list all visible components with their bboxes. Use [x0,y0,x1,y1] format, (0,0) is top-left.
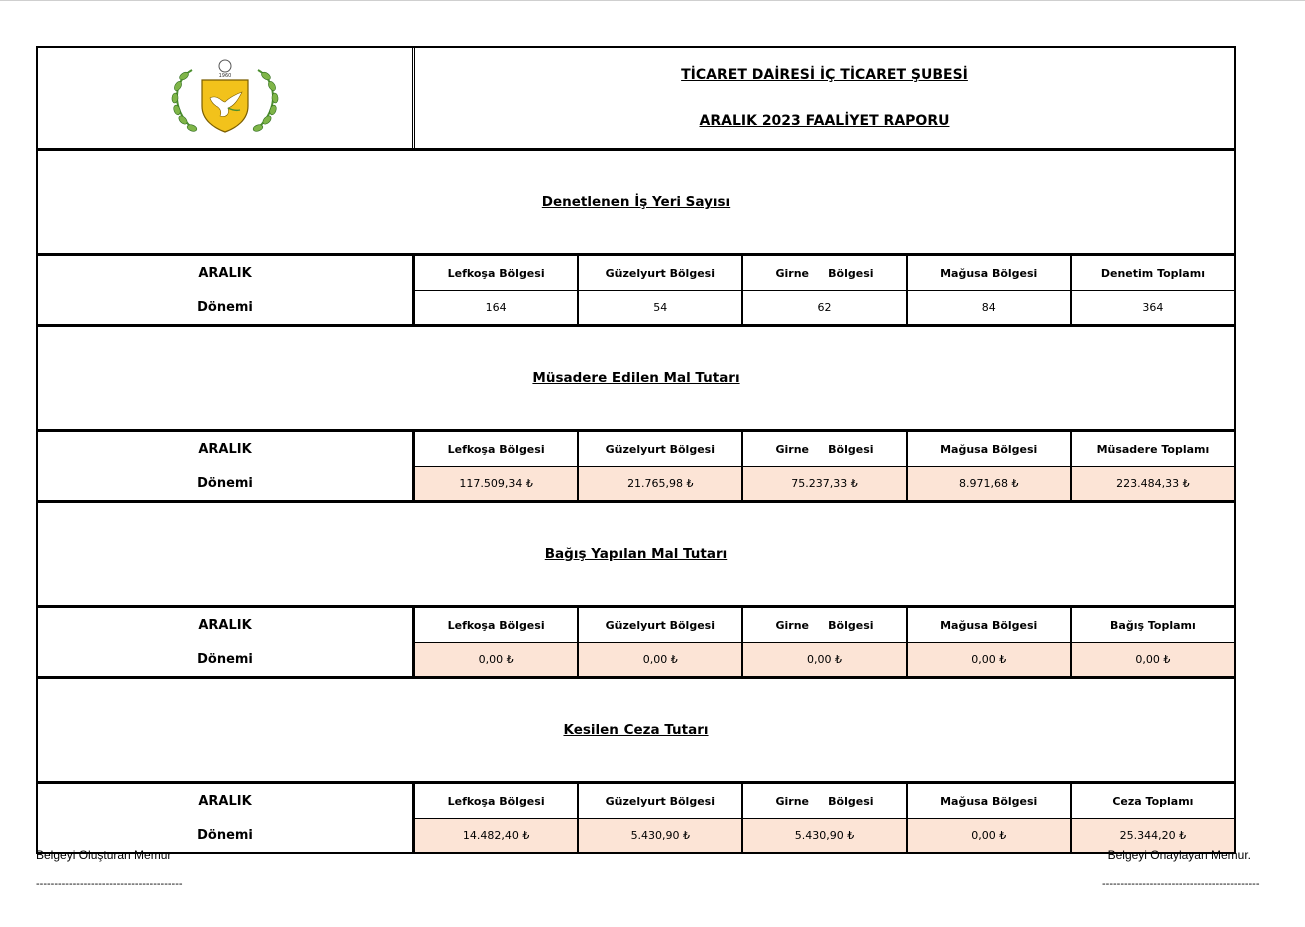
section-title-text: Kesilen Ceza Tutarı [563,722,709,738]
cell-value: 117.509,34 ₺ [415,467,577,500]
report-header [38,48,1234,151]
region-column [908,784,1072,852]
section-title-text: Bağış Yapılan Mal Tutarı [544,546,728,562]
cell-value: 364 [1142,301,1164,314]
column-header: Denetim Toplamı [1072,256,1234,291]
region-column [579,784,743,852]
region-column [908,608,1072,676]
approver-signature-line: ------------------------------------------- [1102,878,1260,890]
report-title-cell [415,48,1234,148]
data-block-fines-issued [38,784,1234,852]
cell-value: 5.430,90 ₺ [579,819,741,852]
cell-value: 25.344,20 ₺ [1072,819,1234,852]
column-header: Güzelyurt Bölgesi [579,256,741,291]
cell-value: 0,00 ₺ [415,643,577,676]
column-header: Lefkoşa Bölgesi [415,256,577,291]
region-column [743,608,907,676]
region-column [579,608,743,676]
region-column [415,256,579,324]
cell-value: 75.237,33 ₺ [743,467,905,500]
period-label: Dönemi [197,299,253,315]
region-column [579,432,743,500]
column-header: Lefkoşa Bölgesi [415,784,577,819]
column-header: Ceza Toplamı [1072,784,1234,819]
column-header: Mağusa Bölgesi [908,432,1070,467]
region-column [579,256,743,324]
period-month: ARALIK [198,265,252,281]
region-column [908,256,1072,324]
creator-officer-label: Belgeyi Oluşturan Memur [36,848,172,862]
period-label: Dönemi [197,827,253,843]
cyprus-emblem-icon [162,58,288,138]
section-title-text: Denetlenen İş Yeri Sayısı [541,194,731,210]
region-column [743,784,907,852]
column-header: Mağusa Bölgesi [908,256,1070,291]
section-title-inspected-businesses [38,151,1234,256]
cell-value: 21.765,98 ₺ [579,467,741,500]
region-column [908,432,1072,500]
period-month: ARALIK [198,617,252,633]
period-cell [38,256,415,324]
activity-report-table [36,46,1236,854]
cell-value: 0,00 ₺ [908,819,1070,852]
svg-text:1960: 1960 [218,73,232,79]
section-title-text: Müsadere Edilen Mal Tutarı [532,370,740,386]
cell-value: 8.971,68 ₺ [908,467,1070,500]
cell-value: 62 [817,301,832,314]
region-column [415,432,579,500]
creator-signature-line: ---------------------------------------- [36,878,183,890]
region-column [415,784,579,852]
total-column [1072,608,1234,676]
column-header: Girne Bölgesi [743,608,905,643]
column-header: Girne Bölgesi [743,256,905,291]
column-header: Mağusa Bölgesi [908,608,1070,643]
report-period-title: ARALIK 2023 FAALİYET RAPORU [699,113,950,129]
total-column [1072,256,1234,324]
data-block-confiscated-goods [38,432,1234,503]
cell-value: 0,00 ₺ [1072,643,1234,676]
cell-value: 223.484,33 ₺ [1072,467,1234,500]
period-label: Dönemi [197,651,253,667]
cell-value: 14.482,40 ₺ [415,819,577,852]
emblem-cell [38,48,415,148]
total-column [1072,784,1234,852]
column-header: Lefkoşa Bölgesi [415,432,577,467]
section-title-donated-goods [38,503,1234,608]
cell-value: 0,00 ₺ [743,643,905,676]
column-header: Müsadere Toplamı [1072,432,1234,467]
section-title-confiscated-goods [38,327,1234,432]
cell-value: 54 [653,301,668,314]
column-header: Güzelyurt Bölgesi [579,432,741,467]
cell-value: 5.430,90 ₺ [743,819,905,852]
column-header: Bağış Toplamı [1072,608,1234,643]
period-cell [38,432,415,500]
cell-value: 164 [485,301,507,314]
data-block-donated-goods [38,608,1234,679]
region-column [415,608,579,676]
data-block-inspected-businesses [38,256,1234,327]
column-header: Lefkoşa Bölgesi [415,608,577,643]
region-column [743,256,907,324]
column-header: Güzelyurt Bölgesi [579,608,741,643]
period-cell [38,784,415,852]
period-label: Dönemi [197,475,253,491]
column-header: Güzelyurt Bölgesi [579,784,741,819]
period-cell [38,608,415,676]
approver-officer-label: Belgeyi Onaylayan Memur. [1107,848,1251,862]
department-title: TİCARET DAİRESİ İÇ TİCARET ŞUBESİ [681,67,968,83]
column-header: Girne Bölgesi [743,432,905,467]
column-header: Mağusa Bölgesi [908,784,1070,819]
page-top-rule [0,0,1305,1]
cell-value: 84 [981,301,996,314]
section-title-fines-issued [38,679,1234,784]
period-month: ARALIK [198,441,252,457]
column-header: Girne Bölgesi [743,784,905,819]
cell-value: 0,00 ₺ [908,643,1070,676]
cell-value: 0,00 ₺ [579,643,741,676]
region-column [743,432,907,500]
period-month: ARALIK [198,793,252,809]
total-column [1072,432,1234,500]
